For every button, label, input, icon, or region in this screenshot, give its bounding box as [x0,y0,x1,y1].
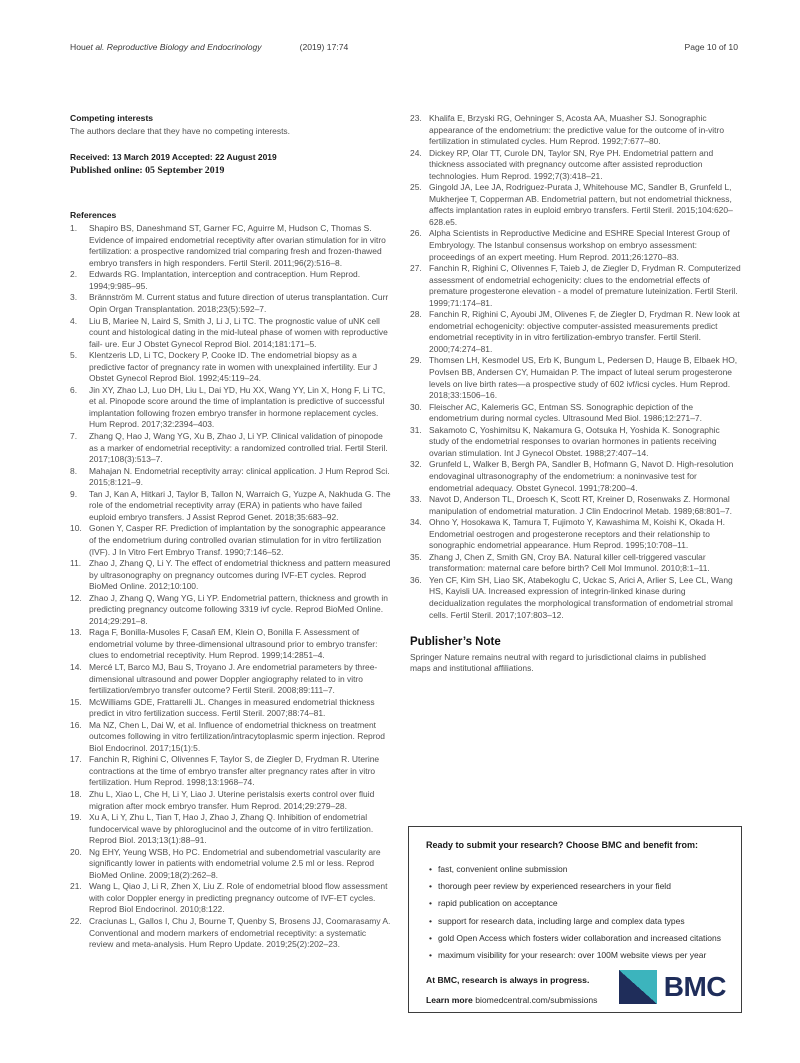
reference-text: Shapiro BS, Daneshmand ST, Garner FC, Aguirre M, Hudson C, Thomas S. Evidence of impaired endometrial receptivity after ovarian stimulation for in vitro fertilization: a prospective randomized trial comparing fresh and frozen-thawed embryo transfers in high responders. Fertil Steril. 2011;96(2):516–8. [89,223,386,268]
bmc-logo-square-icon [619,970,657,1004]
bmc-benefit-item: • support for research data, including large and complex data types [429,913,726,930]
reference-item [70,223,391,269]
reference-item [70,789,391,812]
reference-text: Zhang Q, Hao J, Wang YG, Xu B, Zhao J, Li YP. Clinical validation of pinopode as a marker of endometrial receptivity: a randomized controlled trial. Fertil Steril. 2017;108(3):513–7. [89,431,388,465]
reference-number: 32. [410,459,422,470]
reference-text: Liu B, Mariee N, Laird S, Smith J, Li J, Li TC. The prognostic value of uNK cell count and histological dating in the mid-luteal phase of women with reproductive fail- ure. Eur J Obstet Gynecol Reprod Biol. 2014;181:171–5. [89,315,388,349]
reference-text: Ng EHY, Yeung WSB, Ho PC. Endometrial and subendometrial vascularity are significantly lower in patients with endometrial volume 2.5 ml or less. Reprod BioMed Online. 2009;18(2):262–8. [89,846,381,880]
reference-item [70,385,391,431]
reference-item [410,148,741,183]
reference-item [410,425,741,460]
reference-item [410,309,741,355]
page-header [70,42,738,52]
bmc-footer-text [426,975,597,1005]
reference-item [410,402,741,425]
reference-item [70,754,391,789]
bmc-benefit-item: • thorough peer review by experienced researchers in your field [429,878,726,895]
left-column [70,113,391,951]
reference-number: 7. [70,431,78,442]
reference-item [70,350,391,385]
reference-number: 22. [70,916,82,926]
publishers-note-body: Springer Nature remains neutral with regard to jurisdictional claims in published maps and institutional affiliations. [410,651,706,674]
reference-text: Gonen Y, Casper RF. Prediction of implantation by the sonographic appearance of the endometrium during controlled ovarian stimulation for in vitro fertilization (IVF). J In Vitro Fert Embryo Transf. 1990;7:146–52. [89,523,386,557]
reference-number: 28. [410,309,422,320]
bmc-benefit-item: • gold Open Access which fosters wider collaboration and increased citations [429,930,726,947]
reference-number: 27. [410,263,422,274]
reference-item [410,263,741,309]
reference-item [70,558,391,593]
competing-interests-body: The authors declare that they have no competing interests. [70,125,290,136]
bmc-box-heading: Ready to submit your research? Choose BMC and benefit from: [426,840,699,850]
reference-number: 29. [410,355,422,366]
page-number: Page 10 of 10 [684,42,738,52]
reference-number: 30. [410,401,422,412]
reference-text: Brännström M. Current status and future direction of uterus transplantation. Curr Opin Organ Transplantation. 2018;23(5):592–7. [89,292,389,315]
reference-number: 34. [410,517,422,528]
reference-item [70,523,391,558]
reference-text: Zhao J, Zhang Q, Wang YG, Li YP. Endometrial pattern, thickness and growth in predicting pregnancy outcome following 3319 ivf cycle. Reprod BioMed Online. 2014;29:291–8. [89,592,388,626]
reference-number: 23. [410,113,422,123]
reference-text: Fanchin R, Righini C, Olivennes F, Taylor S, de Ziegler D, Frydman R. Uterine contractions at the time of embryo transfer alter pregnancy rates after in vitro fertilization. Hum Reprod. 1998;13:1968–74. [89,754,380,788]
reference-item [70,466,391,489]
reference-text: Zhang J, Chen Z, Smith GN, Croy BA. Natural killer cell-triggered vascular transformation: maternal care before birth? Cell Mol Immunol. 2010;8:1–11. [429,551,710,574]
submissions-link[interactable]: biomedcentral.com/submissions [475,995,598,1006]
reference-number: 15. [70,696,82,707]
reference-text: Khalifa E, Brzyski RG, Oehninger S, Acosta AA, Muasher SJ. Sonographic appearance of the endometrium: the predictive value for the outcome of in-vitro fertilization in stimulated cycles. Hum Reprod. 1992;7:677–80. [429,113,725,147]
reference-item [410,228,741,263]
reference-text: Fleischer AC, Kalemeris GC, Entman SS. Sonographic depiction of the endometrium during normal cycles. Ultrasound Med Biol. 1986;12:271–7. [429,401,702,424]
reference-number: 36. [410,574,422,585]
bmc-benefit-item: • rapid publication on acceptance [429,895,726,912]
reference-item [70,662,391,697]
reference-number: 18. [70,788,82,799]
references-heading: References [70,209,117,220]
reference-item [70,316,391,351]
reference-item [70,916,391,951]
dates-block [70,152,391,177]
reference-item [70,593,391,628]
reference-item [70,847,391,882]
reference-item [410,552,741,575]
reference-number: 10. [70,523,82,534]
reference-number: 21. [70,881,82,892]
reference-number: 24. [410,147,422,158]
reference-text: Grunfeld L, Walker B, Bergh PA, Sandler B, Hofmann G, Navot D. High-resolution endovaginal ultrasonography of the endometrium: a noninvasive test for endometrial adequacy. Obstet Gynecol. 1991;78:200–4. [429,459,734,493]
reference-item [70,720,391,755]
reference-text: Fanchin R, Righini C, Olivennes F, Taieb J, de Ziegler D, Frydman R. Computerized assessment of endometrial echogenicity: clues to the endometrial effects of premature progesterone elevation - a model of premature luteinization. Fertil Steril. 1999;71:174–81. [429,263,741,308]
reference-item [70,431,391,466]
reference-number: 13. [70,627,82,638]
reference-text: Tan J, Kan A, Hitkari J, Taylor B, Tallon N, Warraich G, Yuzpe A, Nakhuda G. The role of the endometrial receptivity array (ERA) in patients who have failed euploid embryo transfers. J Assist Reprod Genet. 2018;35:683–92. [89,488,391,522]
bmc-box-footer [426,971,726,1006]
journal-title: et al. Reproductive Biology and Endocrinology [85,42,262,52]
reference-number: 33. [410,494,422,505]
reference-number: 20. [70,846,82,857]
references-list-left [70,223,391,950]
reference-item [410,113,741,148]
reference-number: 16. [70,719,82,730]
publishers-note-heading: Publisher’s Note [410,636,501,649]
reference-text: Thomsen LH, Kesmodel US, Erb K, Bungum L, Pedersen D, Hauge B, Elbaek HO, Povlsen BB, Andersen CY, Humaidan P. The impact of luteal serum progesterone levels on live birth rates—a prospective study of 602 ivf/icsi cycles. Hum Reprod. 2018;33:1506–16. [429,355,738,401]
reference-text: Zhu L, Xiao L, Che H, Li Y, Liao J. Uterine peristalsis exerts control over fluid migration after mock embryo transfer. Hum Reprod. 2014;29:279–28. [89,788,375,811]
reference-text: Ohno Y, Hosokawa K, Tamura T, Fujimoto Y, Kawashima M, Koishi K, Okada H. Endometrial oestrogen and progesterone receptors and their relationship to sonographic endometrial appearance. Hum Reprod. 1995;10:708–11. [429,517,725,551]
reference-text: Mercé LT, Barco MJ, Bau S, Troyano J. Are endometrial parameters by three-dimensional ultrasound and power Doppler angiography related to in vitro fertilization/embryo transfer outcome? Fertil Steril. 2008;89:111–7. [89,661,378,696]
reference-text: Klentzeris LD, Li TC, Dockery P, Cooke ID. The endometrial biopsy as a predictive factor of pregnancy rate in women with unexplained infertility. Eur J Obstet Gynecol Reprod Biol. 1992;45:119–24. [89,350,378,384]
reference-number: 3. [70,292,78,303]
bmc-benefit-item: • fast, convenient online submission [429,861,726,878]
reference-number: 2. [70,269,78,280]
reference-text: Raga F, Bonilla-Musoles F, Casañ EM, Klein O, Bonilla F. Assessment of endometrial volume by three-dimensional ultrasound prior to embryo transfer: clues to endometrial receptivity. Hum Reprod. 1999;14:2851–4. [89,627,378,661]
reference-text: Zhao J, Zhang Q, Li Y. The effect of endometrial thickness and pattern measured by ultrasonography on pregnancy outcomes during IVF-ET cycles. Reprod BioMed Online. 2012;10:100. [89,558,391,592]
right-column [410,113,741,675]
reference-number: 11. [70,558,82,569]
reference-text: Edwards RG. Implantation, interception and contraception. Hum Reprod. 1994;9:985–95. [89,269,361,291]
reference-number: 8. [70,465,78,476]
reference-text: Xu A, Li Y, Zhu L, Tian T, Hao J, Zhao J, Zhang Q. Inhibition of endometrial fundocervical wave by phloroglucinol and the outcome of in vitro fertilization. Reprod Biol. 2013;13(1):88–91. [89,812,374,846]
reference-text: Craciunas L, Gallos I, Chu J, Bourne T, Quenby S, Brosens JJ, Coomarasamy A. Conventional and modern markers of endometrial receptivity: a systematic review and meta-analysis. Hum Repro Update. 2019;25(2):202–23. [89,916,391,950]
reference-text: Navot D, Anderson TL, Droesch K, Scott RT, Kreiner D, Rosenwaks Z. Hormonal manipulation of endometrial maturation. J Clin Endocrinol Metab. 1989;68:801–7. [429,494,732,516]
competing-interests-heading: Competing interests [70,113,154,123]
bmc-promo-box [408,826,742,1013]
reference-number: 6. [70,384,78,395]
reference-text: Ma NZ, Chen L, Dai W, et al. Influence of endometrial thickness on treatment outcomes following in vitro fertilization/intracytoplasmic sperm injection. Reprod Biol Endocrinol. 2017;15(1):5. [89,719,385,753]
reference-number: 17. [70,754,82,765]
reference-number: 1. [70,223,78,234]
bmc-tagline: At BMC, research is always in progress. [426,975,590,986]
received-accepted: Received: 13 March 2019 Accepted: 22 August 2019 [70,152,277,163]
reference-item [410,517,741,552]
reference-text: McWilliams GDE, Frattarelli JL. Changes in measured endometrial thickness predict in vitro fertilization success. Fertil Steril. 2007;88:74–81. [89,696,375,719]
reference-text: Jin XY, Zhao LJ, Luo DH, Liu L, Dai YD, Hu XX, Wang YY, Lin X, Hong F, Li TC, et al. Pinopode score around the time of implantation is predictive of successful implantation following frozen embryo transfer in hormone replacement cycles. Hum Reprod. 2017;32:2394–403. [89,384,386,430]
reference-text: Fanchin R, Righini C, Ayoubi JM, Olivenes F, de Ziegler D, Frydman R. New look at endometrial echogenicity: objective computer-assisted measurements predict endometrial receptivity in in vitro fertilization-embryo transfer. Fertil Steril. 2000;74:274–81. [429,309,740,354]
bmc-benefit-item: • maximum visibility for your research: over 100M website views per year [429,947,726,964]
reference-item [410,182,741,228]
reference-number: 5. [70,350,78,361]
reference-item [70,292,391,315]
references-list-right [410,113,741,621]
reference-text: Alpha Scientists in Reproductive Medicine and ESHRE Special Interest Group of Embryology. The Istanbul consensus workshop on embryo assessment: proceedings of an expert meeting. Hum Reprod. 2011;26:1270–83. [429,228,730,262]
reference-item [410,459,741,494]
reference-text: Gingold JA, Lee JA, Rodriguez-Purata J, Whitehouse MC, Sandler B, Grunfeld L, Mukherjee T, Copperman AB. Endometrial pattern, but not endometrial thickness, affects implantation rates in euploid embryo transfers. Fertil Steril. 2015;104:620–628.e5. [429,182,733,227]
author-name: Hou [70,42,86,52]
reference-item [410,575,741,621]
reference-text: Dickey RP, Olar TT, Curole DN, Taylor SN, Rye PH. Endometrial pattern and thickness associated with pregnancy outcome after assisted reproduction technologies. Hum Reprod. 1992;7(3):418–21. [429,147,714,181]
bmc-logo [619,970,726,1004]
reference-item [410,494,741,517]
reference-item [70,881,391,916]
reference-number: 26. [410,228,422,239]
reference-text: Yen CF, Kim SH, Liao SK, Atabekoglu C, Uckac S, Arici A, Arlier S, Lee CL, Wang HS, Kayisli UA. Increased expression of integrin-linked kinase during decidualization regulates the morphological transformation of endometrial stromal cells. Fertil Steril. 2017;107:803–12. [429,574,733,620]
reference-item [70,627,391,662]
bmc-benefits-list [426,861,726,964]
reference-item [70,269,391,292]
reference-text: Wang L, Qiao J, Li R, Zhen X, Liu Z. Role of endometrial blood flow assessment with color Doppler energy in predicting pregnancy outcome of IVF-ET cycles. Reprod Biol Endocrinol. 2010;8:122. [89,881,388,915]
reference-number: 25. [410,182,422,193]
reference-text: Mahajan N. Endometrial receptivity array: clinical application. J Hum Reprod Sci. 2015;8:121–9. [89,465,390,488]
reference-item [70,489,391,524]
citation: (2019) 17:74 [299,42,349,52]
reference-number: 4. [70,315,78,326]
reference-number: 9. [70,488,78,499]
reference-number: 19. [70,812,82,823]
reference-item [410,355,741,401]
reference-number: 31. [410,424,422,435]
reference-item [70,697,391,720]
running-title [70,42,348,52]
published-online: Published online: 05 September 2019 [70,164,225,176]
bmc-learn-more [426,995,597,1005]
reference-number: 35. [410,551,422,562]
bmc-logo-text: BMC [663,971,726,1003]
reference-number: 14. [70,661,82,672]
reference-item [70,812,391,847]
learn-more-label: Learn more [426,995,473,1006]
reference-number: 12. [70,592,82,603]
reference-text: Sakamoto C, Yoshimitsu K, Nakamura G, Ootsuka H, Yoshida K. Sonographic study of the endometrial responses to ovarian hormones in patients receiving ovarian stimulation. Int J Gynecol Obstet. 1988;27:407–14. [429,424,720,458]
